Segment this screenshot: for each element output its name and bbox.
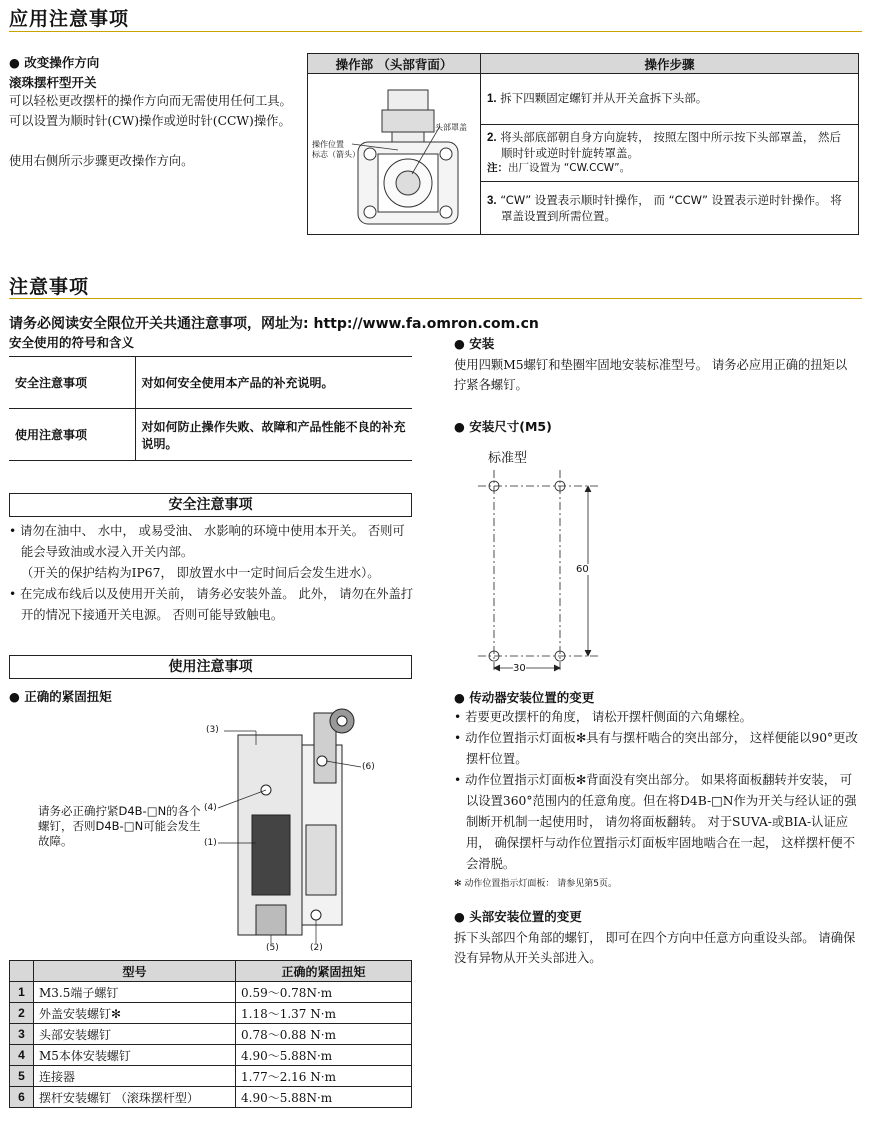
paragraph-direction: 可以轻松更改摆杆的操作方向而无需使用任何工具。 可以设置为顺时针(CW)操作或逆时针(CCW)操作。 — [9, 94, 292, 128]
dimension-caption: 标准型 — [488, 451, 528, 466]
callout-2: (2) — [310, 943, 323, 953]
safety-precautions-header: 安全注意事项 — [9, 493, 412, 517]
symbol-usage-desc: 对如何防止操作失败、故障和产品性能不良的补充说明。 — [135, 409, 412, 461]
usage-precautions-header: 使用注意事项 — [9, 655, 412, 679]
dimension-30-label: 30 — [513, 663, 526, 674]
actuator-list — [454, 707, 859, 875]
install-text: 使用四颗M5螺钉和垫圈牢固地安装标准型号。 请务必应用正确的扭矩以拧紧各螺钉。 — [454, 358, 848, 392]
torque-table — [9, 960, 412, 1108]
dimension-60-label: 60 — [576, 564, 589, 575]
section-rule-2 — [9, 298, 862, 299]
safety-item: • 请勿在油中、 水中， 或易受油、 水影响的环境中使用本开关。 否则可能会导致油或水浸入开关内部。 — [9, 524, 405, 559]
table-row: 5 连接器 1.77～2.16 N·m — [10, 1066, 412, 1087]
col-torque: 正确的紧固扭矩 — [236, 961, 412, 982]
actuator-item: • 若要更改摆杆的角度， 请松开摆杆侧面的六角螺栓。 — [454, 710, 752, 724]
note-label: 注： — [487, 161, 508, 174]
table-row: 2 外盖安装螺钉✻ 1.18～1.37 N·m — [10, 1003, 412, 1024]
section-title-application: 应用注意事项 — [9, 8, 130, 30]
label-position-indicator: 操作位置 标志（箭头） — [312, 140, 360, 159]
table-row: 3 头部安装螺钉 0.78～0.88 N·m — [10, 1024, 412, 1045]
note-text: 出厂设置为 “CW.CCW”。 — [508, 161, 631, 174]
label-head-cover: 头部罩盖 — [435, 123, 467, 132]
table-row: 1 M3.5端子螺钉 0.59～0.78N·m — [10, 982, 412, 1003]
footnote: ✻ 动作位置指示灯面板： 请参见第5页。 — [454, 879, 617, 889]
actuator-item: • 动作位置指示灯面板✻背面没有突出部分。 如果将面板翻转并安装， 可以设置360°范围内的任意角度。但在将D4B-□N作为开关与经认证的强制断开机制一起使用时， 请勿将面板翻转。 对于SUVA-或BIA-认证应用， 确保摆杆与动作位置指示灯面板牢固地啮合在一起， 这样摆杆便不会滑脱。 — [454, 773, 857, 871]
callout-4: (4) — [204, 803, 217, 813]
paragraph-direction-2: 使用右侧所示步骤更改操作方向。 — [9, 154, 194, 168]
col-operation-steps: 操作步骤 — [481, 54, 859, 74]
section-rule — [9, 31, 862, 32]
callout-3: (3) — [206, 725, 219, 735]
step-1: 1. 拆下四颗固定螺钉并从开关盒拆下头部。 — [481, 74, 859, 125]
torque-corner — [10, 961, 34, 982]
callout-6: (6) — [362, 762, 375, 772]
safety-list — [9, 521, 414, 626]
symbols-table — [9, 356, 412, 461]
safety-item: （开关的保护结构为IP67， 即放置水中一定时间后会发生进水）。 — [21, 566, 380, 580]
callout-5: (5) — [266, 943, 279, 953]
col-model: 型号 — [34, 961, 236, 982]
figure-note: 请务必正确拧紧D4B-□N的各个螺钉，否则D4B-□N可能会发生故障。 — [38, 804, 201, 848]
safety-item: • 在完成布线后以及使用开关前， 请务必安装外盖。 此外， 请勿在外盖打开的情况下接通开关电源。 否则可能导致触电。 — [9, 587, 414, 622]
actuator-item: • 动作位置指示灯面板✻具有与摆杆啮合的突出部分， 这样便能以90°更改摆杆位置。 — [454, 731, 858, 766]
table-row: 6 摆杆安装螺钉 （滚珠摆杆型） 4.90～5.88N·m — [10, 1087, 412, 1108]
head-mount-heading: ● 头部安装位置的变更 — [454, 909, 582, 924]
symbols-heading: 安全使用的符号和含义 — [9, 335, 135, 350]
heading-change-direction: ● 改变操作方向 — [9, 55, 100, 70]
head-mount-text: 拆下头部四个角部的螺钉， 即可在四个方向中任意方向重设头部。 请确保没有异物从开关头部进入。 — [454, 931, 856, 965]
switch-figure — [196, 705, 396, 955]
step-2: 2. 将头部底部朝自身方向旋转， 按照左图中所示按下头部罩盖， 然后顺时针或逆时针旋转罩盖。 注：出厂设置为 “CW.CCW”。 — [481, 124, 859, 182]
col-operation-part: 操作部 （头部背面） — [308, 54, 481, 74]
install-heading: ● 安装 — [454, 336, 495, 351]
dimension-heading: ● 安装尺寸(M5) — [454, 419, 552, 434]
subheading-roller-lever: 滚珠摆杆型开关 — [9, 75, 97, 90]
callout-1: (1) — [204, 838, 217, 848]
operation-table — [307, 53, 859, 235]
notice-url: 请务必阅读安全限位开关共通注意事项，网址为: http://www.fa.omron.com.cn — [9, 316, 539, 332]
mounting-dimension-diagram — [478, 470, 608, 680]
section-title-precautions: 注意事项 — [9, 276, 90, 298]
symbol-safety-label: 安全注意事项 — [9, 357, 135, 409]
table-row: 4 M5本体安装螺钉 4.90～5.88N·m — [10, 1045, 412, 1066]
symbol-safety-desc: 对如何安全使用本产品的补充说明。 — [135, 357, 412, 409]
symbol-usage-label: 使用注意事项 — [9, 409, 135, 461]
step-3: 3. “CW” 设置表示顺时针操作， 而 “CCW” 设置表示逆时针操作。 将罩盖设置到所需位置。 — [481, 182, 859, 235]
head-diagram-cell — [308, 74, 481, 235]
torque-heading: ● 正确的紧固扭矩 — [9, 689, 112, 704]
actuator-heading: ● 传动器安装位置的变更 — [454, 690, 595, 705]
